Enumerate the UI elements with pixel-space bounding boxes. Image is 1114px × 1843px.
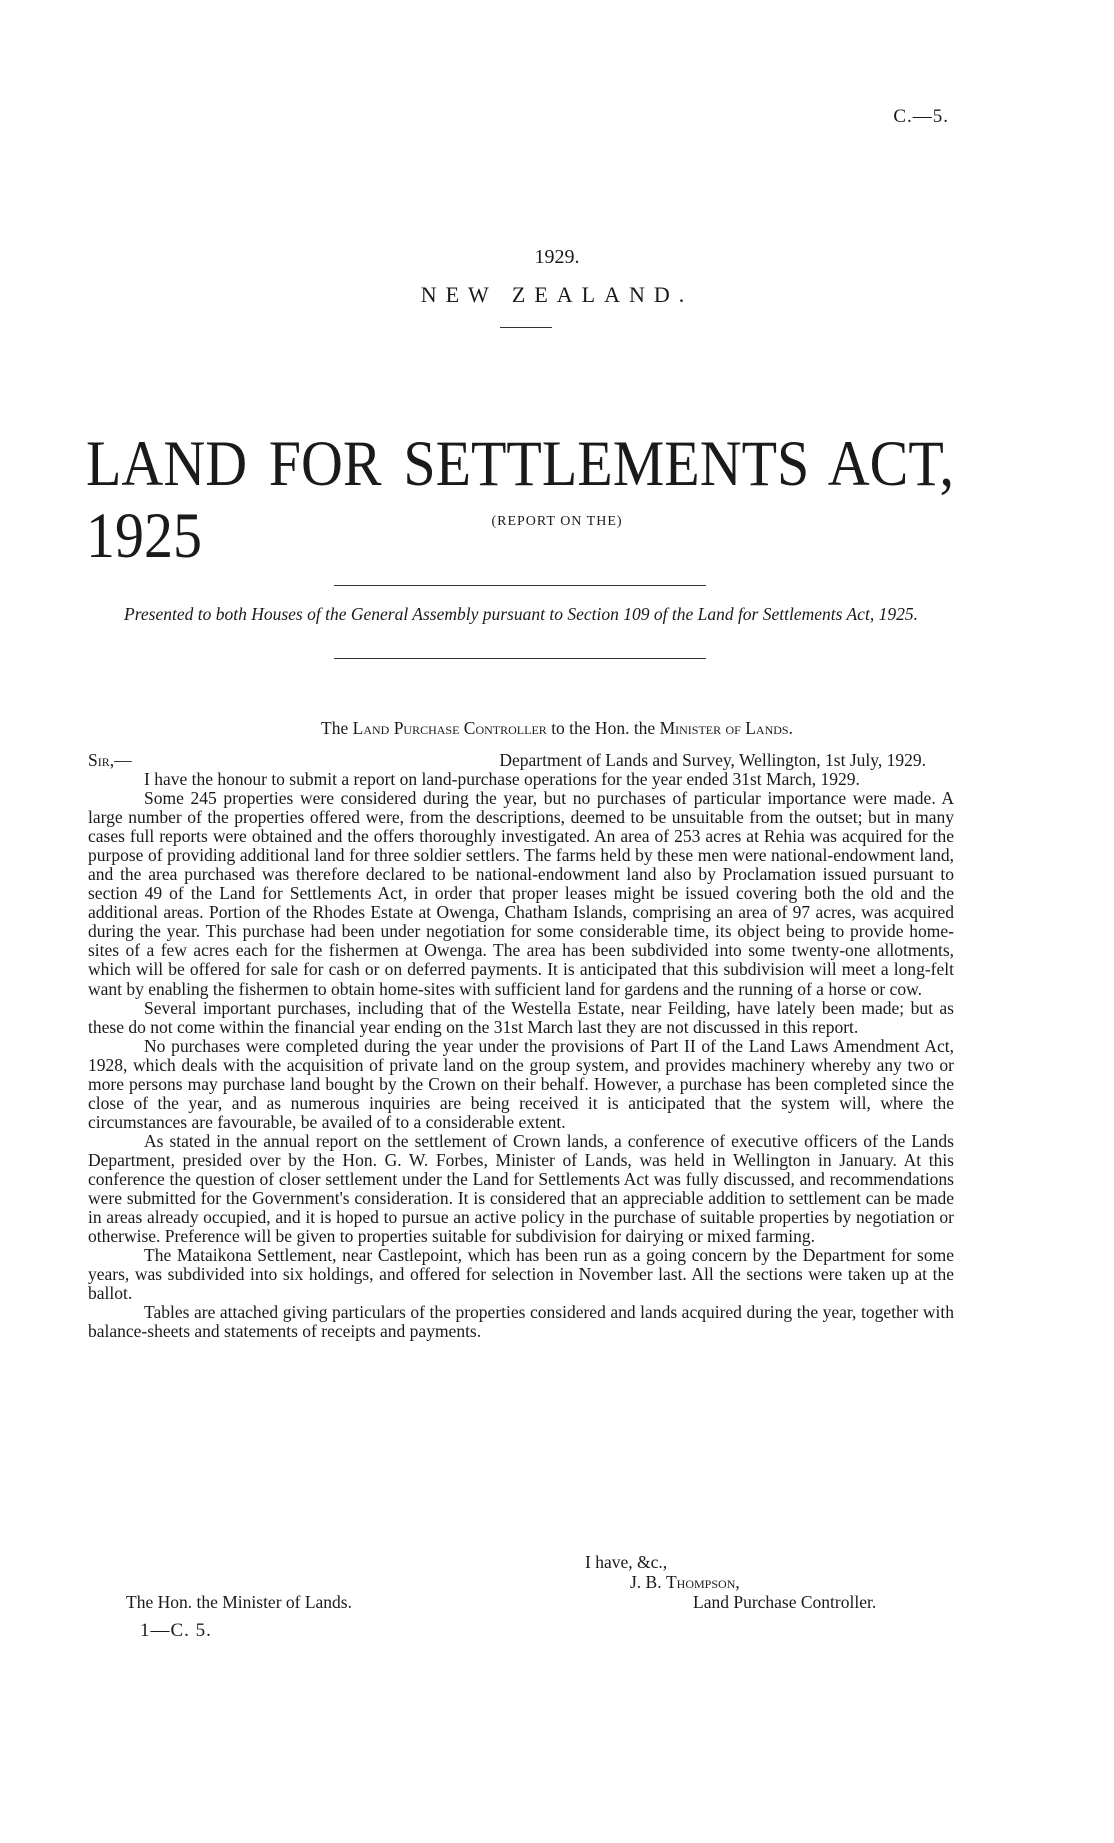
paragraph: No purchases were completed during the year under the provisions of Part II of the Land Laws Amendment Act, 1928, which deals with the acquisition of private land on the group system, and provides machinery whereby any two or more persons may purchase land bought by the Crown on their behalf. However, a purchase has been completed since the close of the year, and as numerous inquiries are being received it is anticipated that the system will, where the circumstances are favourable, be availed of to a considerable extent. [88,1035,954,1132]
signer-initials: J. B. [630,1572,662,1592]
divider-bottom [334,658,706,659]
letter-heading-mid: to the Hon. the [551,718,656,738]
paragraph: Some 245 properties were considered during the year, but no purchases of particular importance were made. A large number of the properties offered were, from the descriptions, deemed to be unsuitable from the outset; but in many cases full reports were obtained and the offers thoroughly investigated. An area of 253 acres at Rehia was acquired for the purpose of providing additional land for three soldier settlers. The farms held by these men were national-endowment land, and the area purchased was therefore declared to be national-endowment land also by Proclamation issued pursuant to section 49 of the Land for Settlements Act, in order that proper leases might be issued covering both the old and the additional areas. Portion of the Rhodes Estate at Owenga, Chatham Islands, comprising an area of 97 acres, was acquired during the year. This purchase had been under negotiation for some considerable time, its object being to provide home-sites of a few acres each for the fishermen at Owenga. The area has been subdivided into some twenty-one allotments, which will be offered for sale for cash or on deferred payments. It is anticipated that this subdivision will meet a long-felt want by enabling the fishermen to obtain home-sites with sufficient land for gardens and the running of a horse or cow. [88,788,954,999]
letter-address: Department of Lands and Survey, Wellington, 1st July, 1929. [499,750,926,770]
paragraph: Tables are attached giving particulars of the properties considered and lands acquired during the year, together with balance-sheets and statements of receipts and payments. [88,1302,954,1342]
paragraph: As stated in the annual report on the settlement of Crown lands, a conference of executive officers of the Lands Department, presided over by the Hon. G. W. Forbes, Minister of Lands, was held in Wellington in January. At this conference the question of closer settlement under the Land for Settlements Act was fully discussed, and recommendations were submitted for the Government's consideration. It is considered that an appreciable addition to settlement can be made in areas already occupied, and it is hoped to pursue an active policy in the purchase of suitable properties by negotiation or otherwise. Preference will be given to properties suitable for subdivision for dairying or mixed farming. [88,1130,954,1247]
letter-heading-from: Land Purchase Controller [352,718,547,738]
presented-statement: Presented to both Houses of the General Assembly pursuant to Section 109 of the Land for Settlements Act, 1925. [124,604,918,624]
letter-addressee: The Hon. the Minister of Lands. [126,1592,352,1612]
paragraph: I have the honour to submit a report on land-purchase operations for the year ended 31st March, 1929. [144,769,860,789]
letter-signer [630,1572,740,1593]
letter-salutation: Sir,— [88,750,132,770]
divider-top [334,585,706,586]
letter-heading [0,718,1114,739]
document-subtitle: (REPORT ON THE) [491,514,623,529]
letter-heading-to: Minister of Lands. [659,718,793,738]
page-number: 1—C. 5. [140,1620,212,1641]
letter-heading-the: The [321,718,349,738]
divider-short [500,327,552,328]
signer-surname: Thompson, [665,1572,740,1592]
document-reference: C.—5. [893,106,949,127]
paragraph: Several important purchases, including that of the Westella Estate, near Feilding, have lately been made; but as these do not come within the financial year ending on the 31st March last they are not discussed in this report. [88,997,954,1037]
document-title: LAND FOR SETTLEMENTS ACT, 1925 [86,426,954,572]
letter-closing: I have, &c., [585,1552,668,1572]
paragraph: The Mataikona Settlement, near Castlepoint, which has been run as a going concern by the Department for some years, was subdivided into six holdings, and offered for selection in November last. All the sections were taken up at the ballot. [88,1245,954,1304]
document-year: 1929. [534,246,580,268]
signer-title: Land Purchase Controller. [693,1592,877,1612]
letter-body [88,770,954,1341]
country-heading: NEW ZEALAND. [420,282,694,307]
